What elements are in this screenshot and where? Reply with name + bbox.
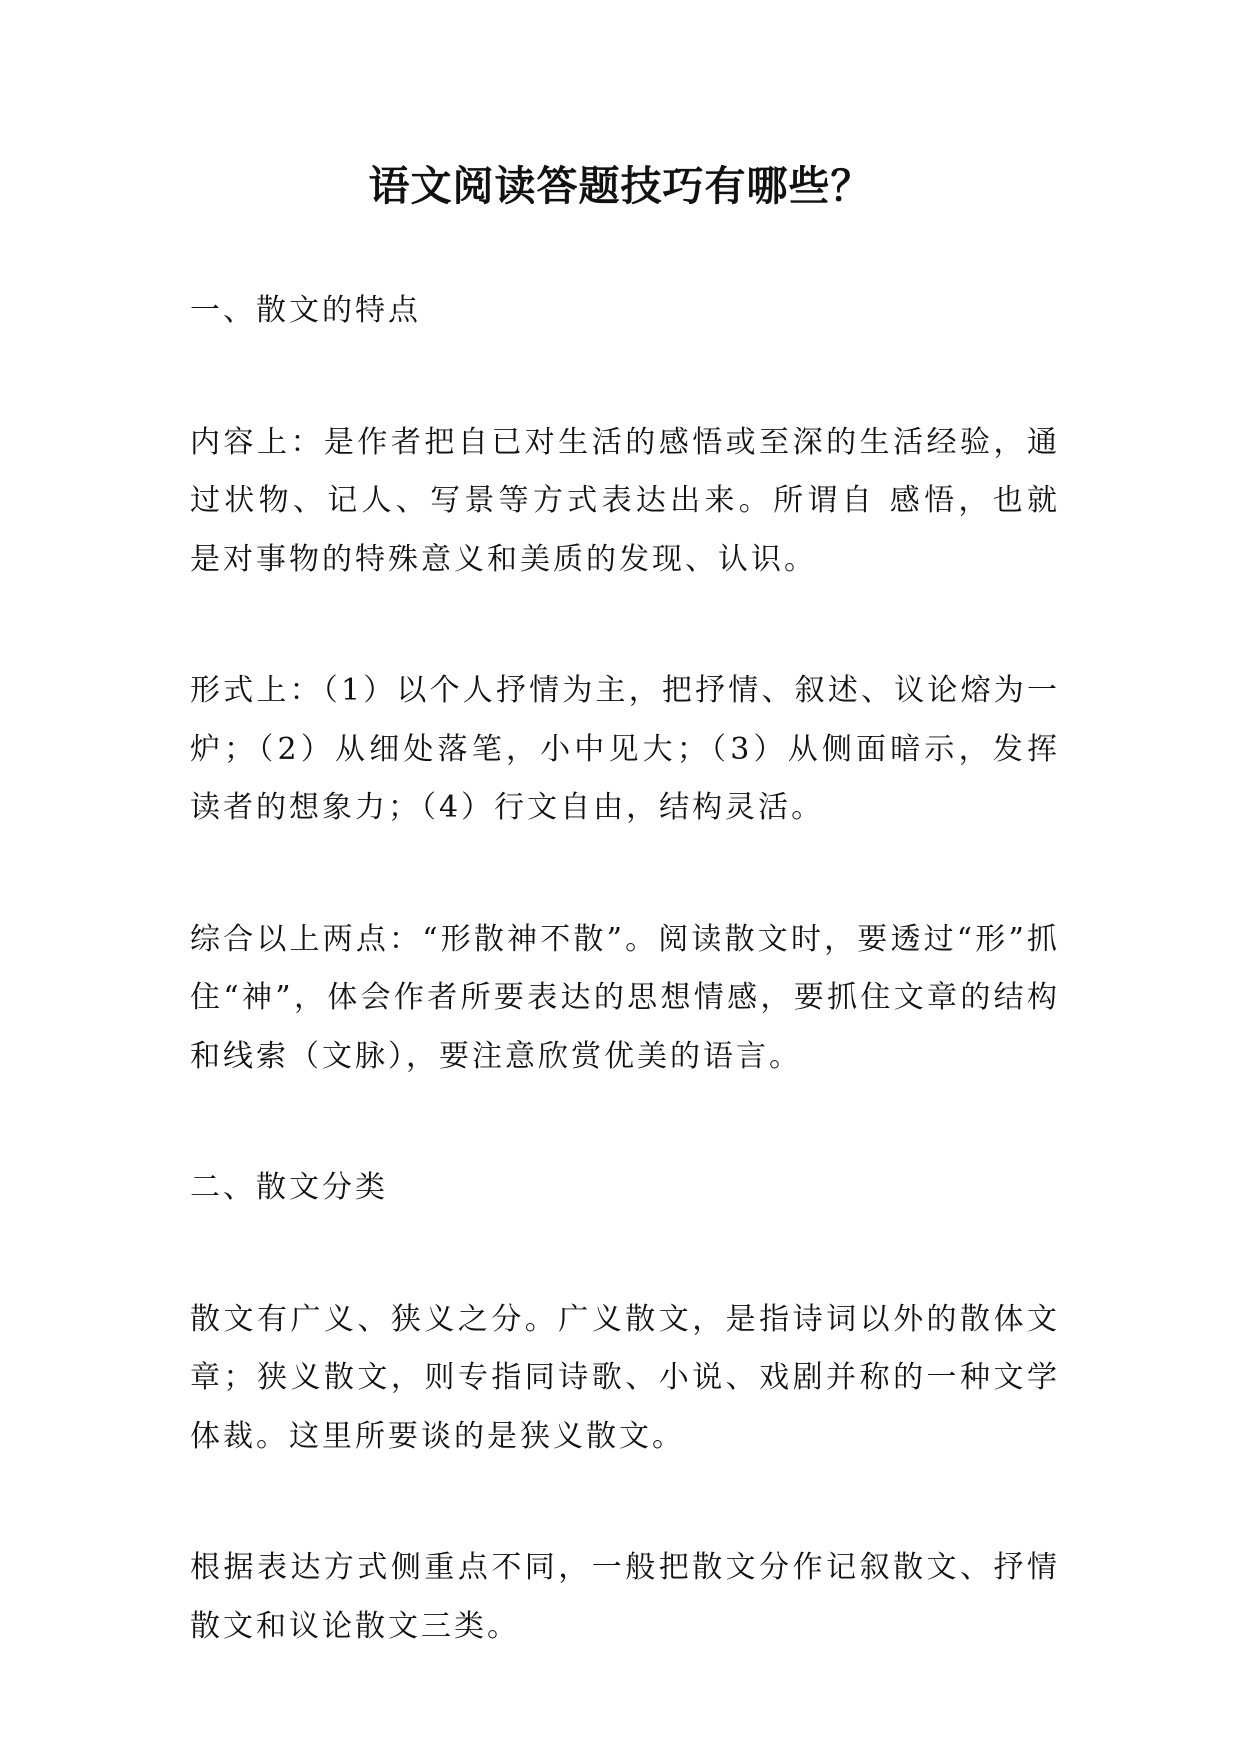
section-heading-1: 一、散文的特点 — [190, 293, 421, 328]
paragraph-summary: 综合以上两点：“形散神不散”。阅读散文时，要透过“形”抓住“神”，体会作者所要表达的思想情感，要抓住文章的结构和线索（文脉），要注意欣赏优美的语言。 — [190, 921, 1060, 1074]
spacer — [190, 341, 1060, 414]
section-heading-2: 二、散文分类 — [190, 1170, 388, 1205]
document-title: 语文阅读答题技巧有哪些？ — [368, 162, 873, 210]
spacer — [190, 1466, 1060, 1539]
spacer — [190, 1218, 1060, 1291]
document-body — [190, 282, 1060, 1656]
spacer — [190, 1086, 1060, 1159]
paragraph-content: 内容上：是作者把自已对生活的感悟或至深的生活经验，通过状物、记人、写景等方式表达出来。所谓自 感悟，也就是对事物的特殊意义和美质的发现、认识。 — [190, 424, 1060, 577]
paragraph-form: 形式上：（1）以个人抒情为主，把抒情、叙述、议论熔为一炉；（2）从细处落笔，小中见大；（3）从侧面暗示，发挥读者的想象力；（4）行文自由，结构灵活。 — [190, 673, 1060, 825]
spacer — [190, 589, 1060, 662]
paragraph-classification: 根据表达方式侧重点不同，一般把散文分作记叙散文、抒情散文和议论散文三类。 — [190, 1550, 1060, 1644]
paragraph-broad-narrow: 散文有广义、狭义之分。广义散文，是指诗词以外的散体文章；狭义散文，则专指同诗歌、小说、戏剧并称的一种文学体裁。这里所要谈的是狭义散文。 — [190, 1301, 1060, 1454]
spacer — [190, 838, 1060, 911]
